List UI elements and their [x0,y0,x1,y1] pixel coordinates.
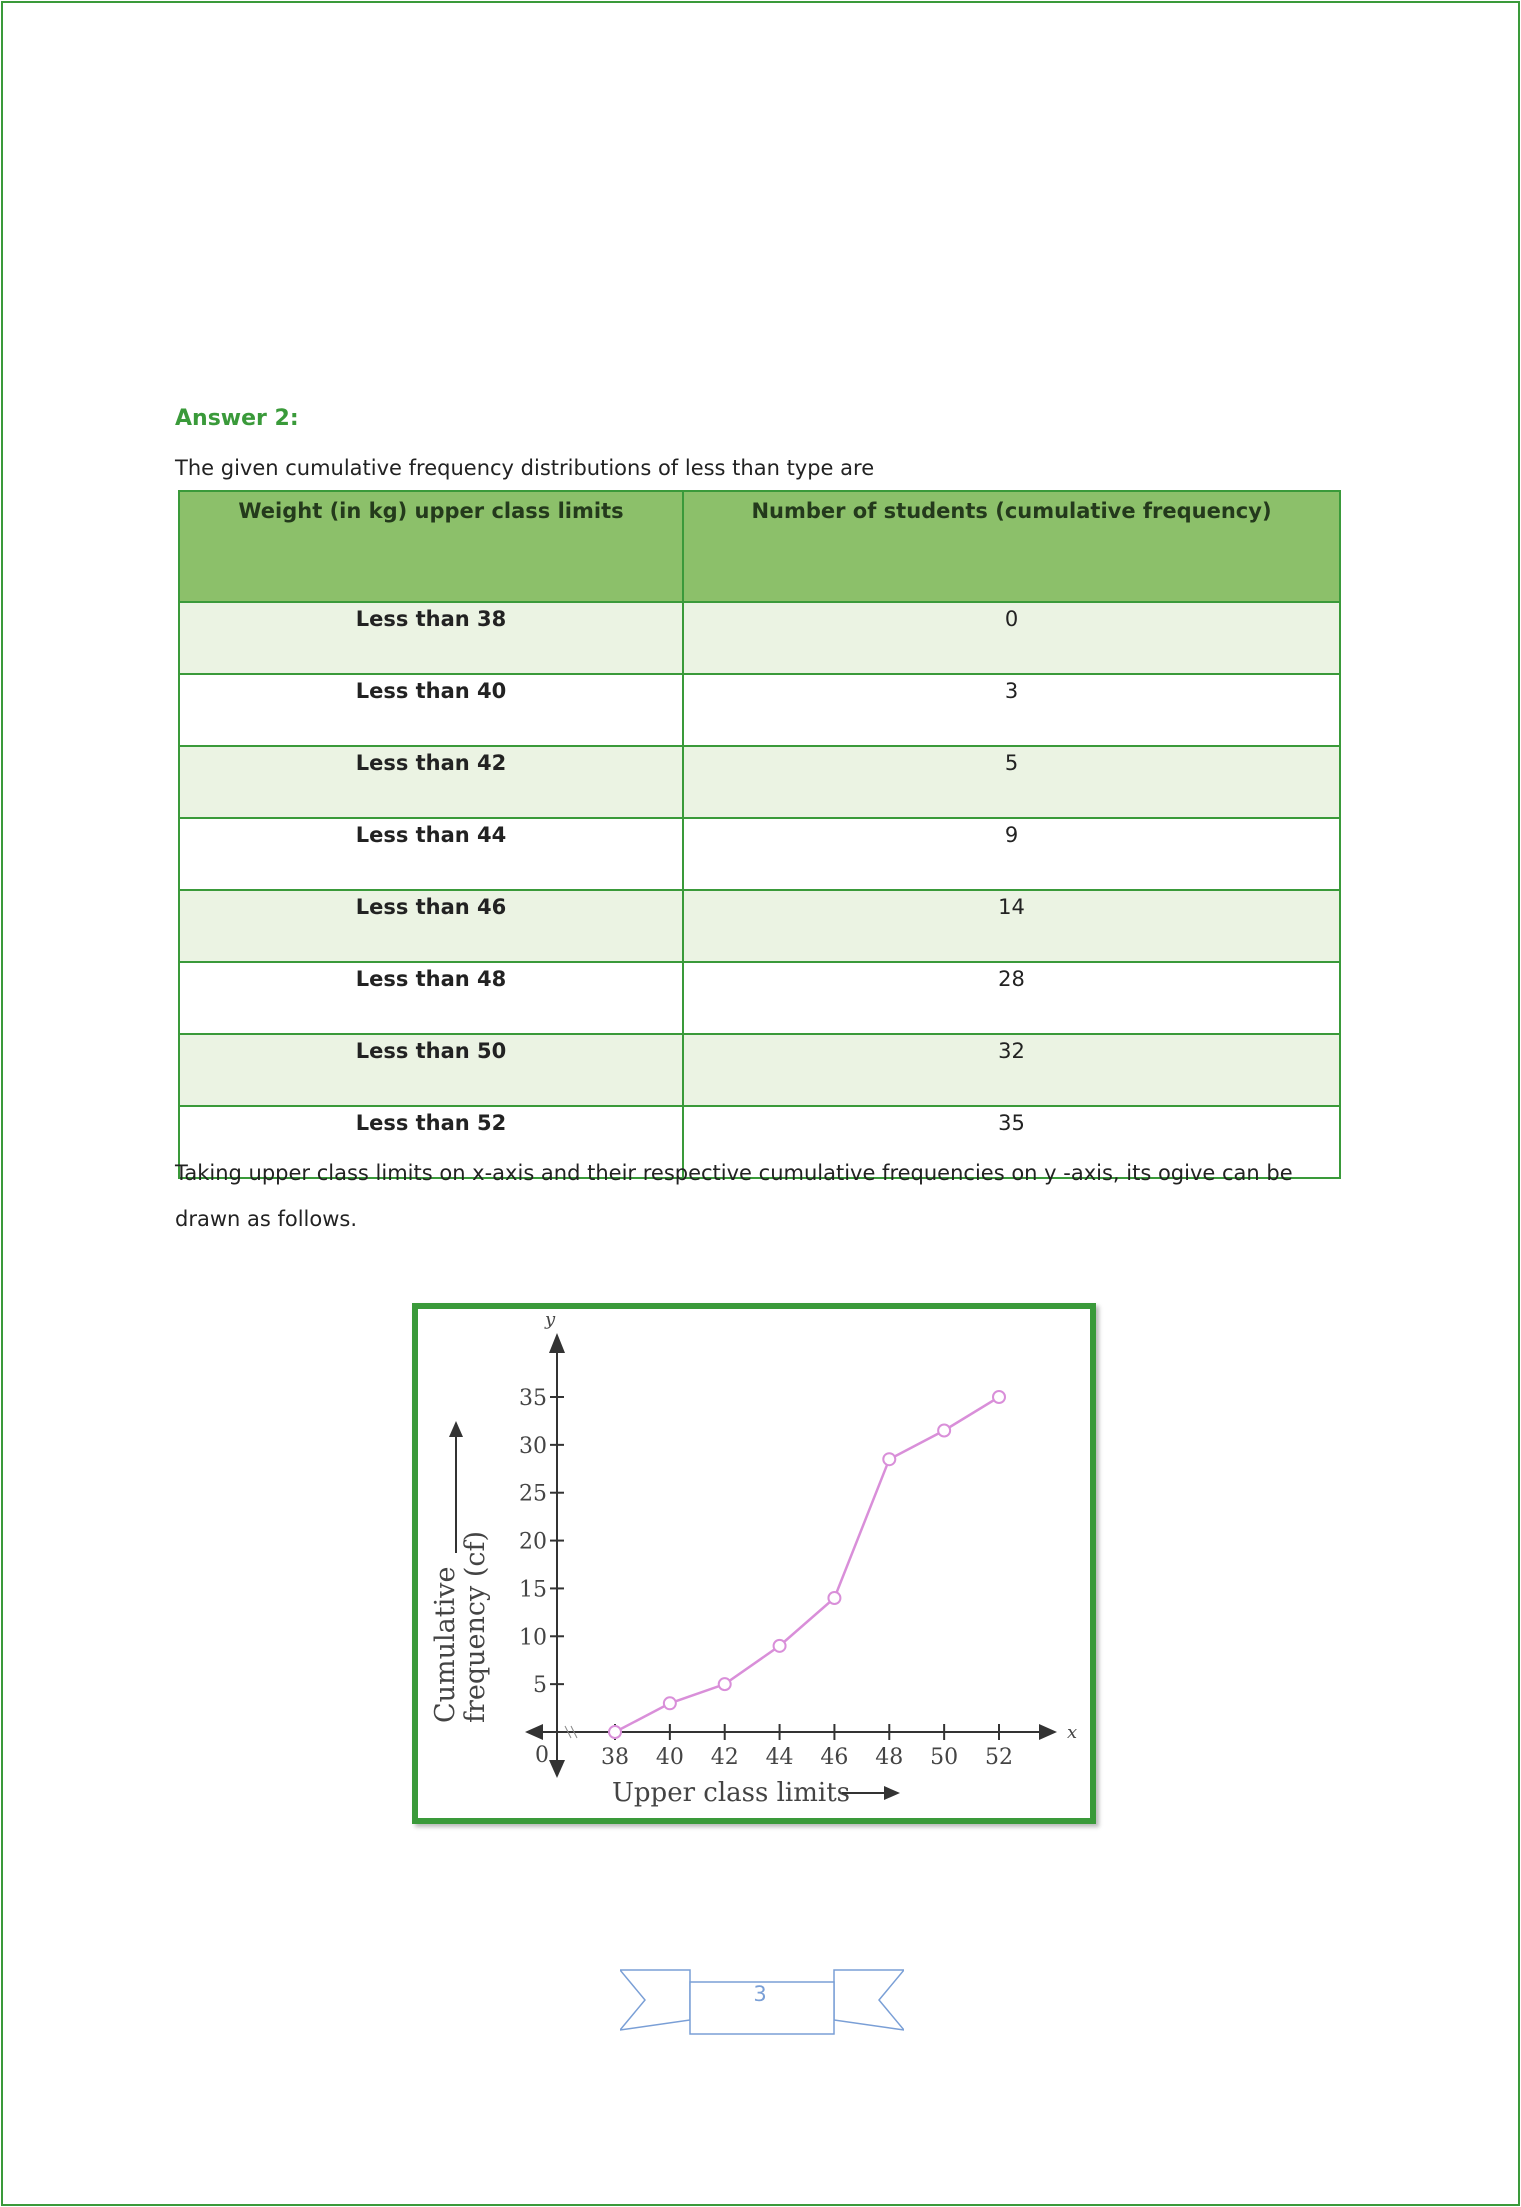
frequency-cell: 5 [683,746,1340,818]
x-axis-name: x [1067,1722,1078,1743]
x-tick-label: 42 [710,1745,739,1770]
table-row [179,746,1340,818]
header-weight: Weight (in kg) upper class limits [179,491,683,602]
table-row [179,818,1340,890]
table-row [179,890,1340,962]
data-point [828,1592,840,1604]
frequency-cell: 0 [683,602,1340,674]
y-axis-label-line1: Cumulative [430,1566,461,1723]
weight-cell: Less than 50 [179,1034,683,1106]
frequency-cell: 9 [683,818,1340,890]
y-tick-label: 25 [519,1481,547,1507]
table-row [179,1034,1340,1106]
table-row [179,602,1340,674]
weight-cell: Less than 46 [179,890,683,962]
x-tick-label: 46 [820,1745,849,1770]
ogive-description: Taking upper class limits on x-axis and their respective cumulative frequencies on y -axis, its ogive can be drawn as follows. [175,1161,1293,1231]
y-tick-label: 30 [519,1433,547,1459]
frequency-cell: 14 [683,890,1340,962]
x-tick-label: 52 [985,1745,1013,1770]
weight-cell: Less than 52 [179,1106,683,1178]
y-axis-name: y [545,1309,556,1330]
y-label-arrow-head [449,1421,463,1437]
weight-cell: Less than 40 [179,674,683,746]
x-tick-label: 50 [930,1745,959,1770]
origin-label: 0 [535,1743,549,1768]
frequency-cell: 32 [683,1034,1340,1106]
data-point [993,1391,1005,1403]
x-tick-label: 38 [601,1745,629,1770]
frequency-cell: 28 [683,962,1340,1034]
intro-text: The given cumulative frequency distributions of less than type are [175,456,875,480]
ogive-svg [412,1303,1096,1824]
frequency-cell: 35 [683,1106,1340,1178]
y-tick-label: 15 [519,1577,547,1603]
y-tick-label: 5 [533,1673,547,1699]
page-number: 3 [753,1982,767,2006]
y-tick-label: 35 [519,1386,547,1411]
y-axis-arrow-up [549,1333,565,1353]
ogive-chart [412,1303,1096,1824]
y-tick-label: 20 [519,1529,547,1555]
x-axis-arrow-left [525,1724,543,1740]
weight-cell: Less than 42 [179,746,683,818]
answer-heading: Answer 2: [175,406,299,431]
weight-cell: Less than 38 [179,602,683,674]
data-point [774,1640,786,1652]
table-row [179,962,1340,1034]
x-tick-label: 44 [765,1745,794,1770]
weight-cell: Less than 44 [179,818,683,890]
data-point [938,1425,950,1437]
x-axis-arrow-right [1039,1724,1057,1740]
y-axis-label-line2: frequency (cf) [460,1530,491,1723]
y-tick-label: 10 [519,1625,547,1651]
x-tick-label: 48 [875,1745,904,1770]
weight-cell: Less than 48 [179,962,683,1034]
data-point [883,1453,895,1465]
cumulative-frequency-table [178,490,1341,1179]
data-point [664,1697,676,1709]
data-point [609,1726,621,1738]
table-row [179,674,1340,746]
header-students: Number of students (cumulative frequency) [683,491,1340,602]
frequency-cell: 3 [683,674,1340,746]
ogive-line [615,1397,999,1732]
y-axis-arrow-down [549,1760,565,1778]
data-point [719,1678,731,1690]
x-label-arrow-head [884,1786,900,1800]
x-tick-label: 40 [655,1745,684,1770]
x-axis-label: Upper class limits [612,1778,850,1808]
